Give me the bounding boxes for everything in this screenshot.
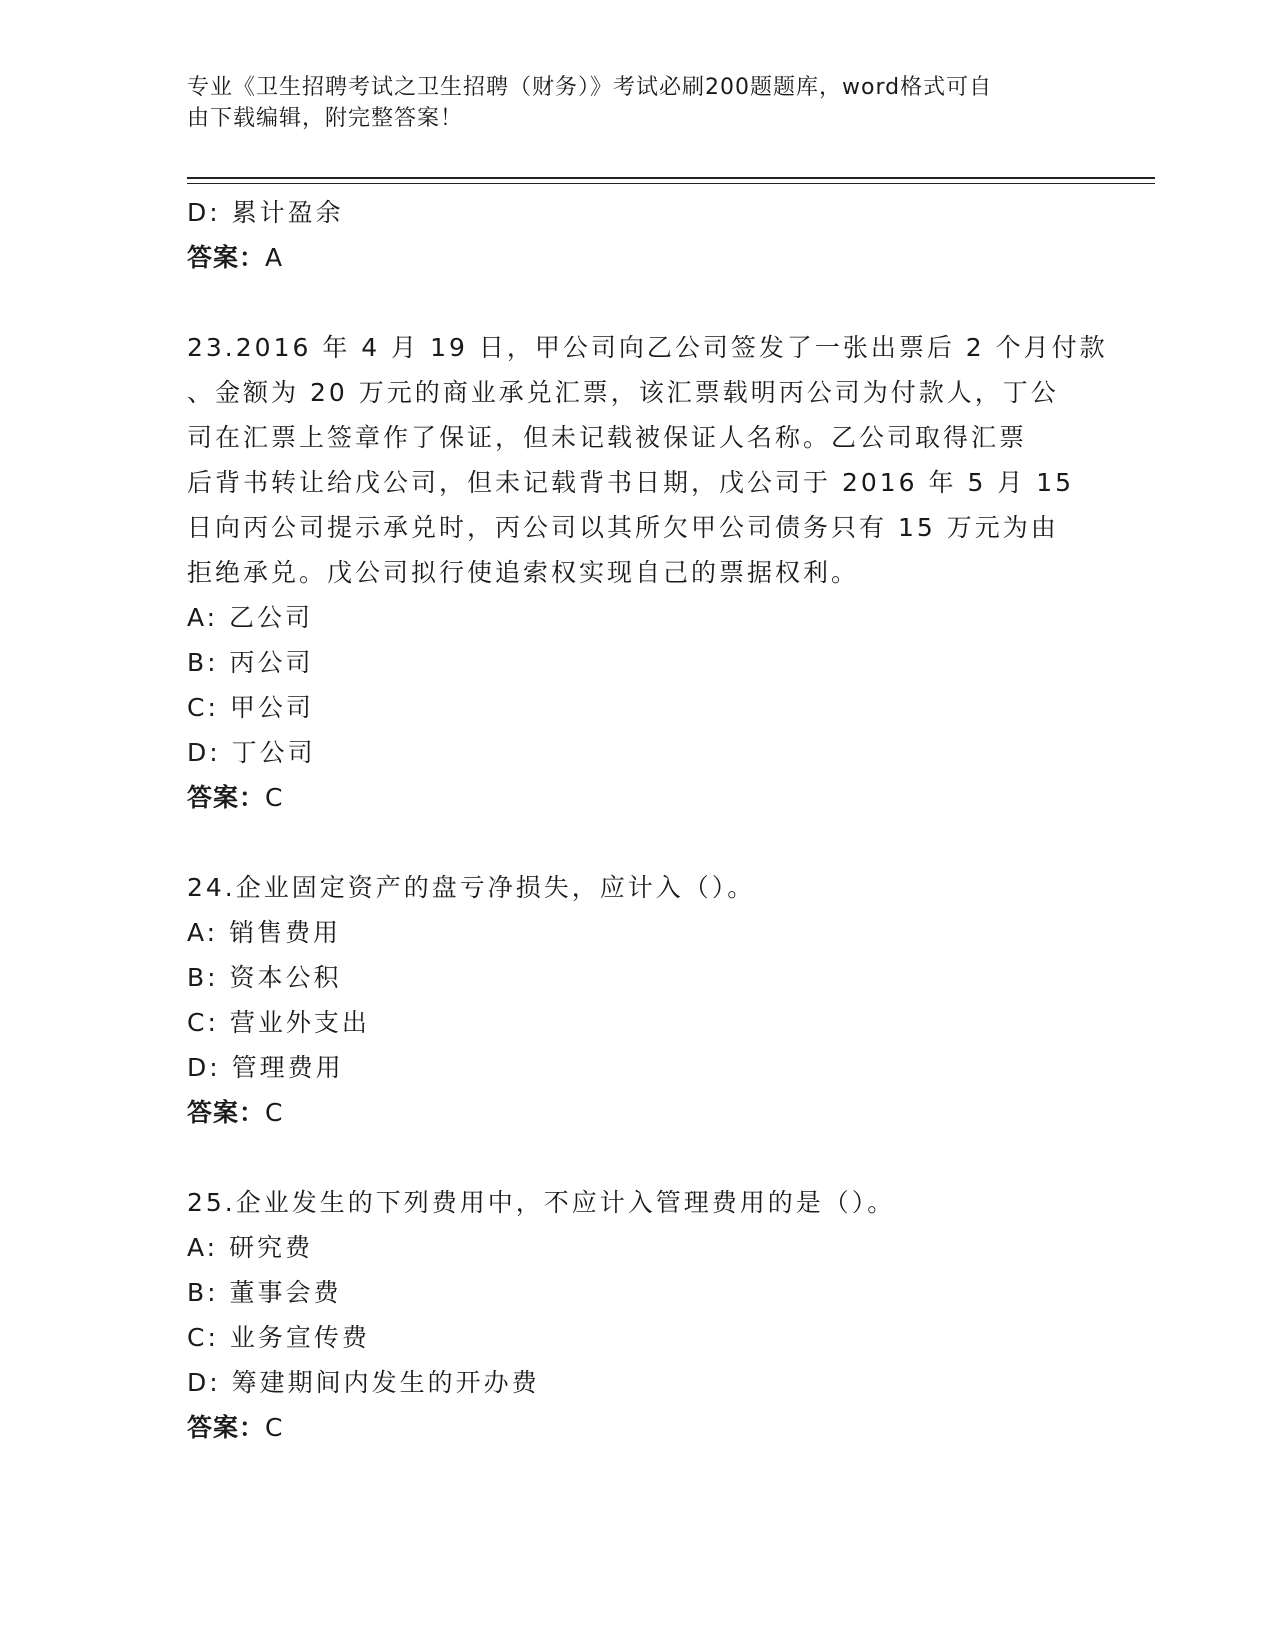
question-24 <box>187 865 1087 1135</box>
option-d: D: 筹建期间内发生的开办费 <box>187 1368 540 1397</box>
question-content <box>187 190 1108 1450</box>
question-stem-line: 后背书转让给戊公司，但未记载背书日期，戊公司于 2016 年 5 月 15 <box>187 468 1075 497</box>
option-c: C: 业务宣传费 <box>187 1323 370 1352</box>
question-stem-line: 、金额为 20 万元的商业承兑汇票，该汇票载明丙公司为付款人，丁公 <box>187 378 1059 407</box>
option-c: C: 甲公司 <box>187 693 314 722</box>
spacer <box>187 820 1087 865</box>
option-a: A: 研究费 <box>187 1233 314 1262</box>
question-stem-line: 日向丙公司提示承兑时，丙公司以其所欠甲公司债务只有 15 万元为由 <box>187 513 1059 542</box>
answer <box>187 1090 1087 1135</box>
option-d: D: 管理费用 <box>187 1053 344 1082</box>
spacer <box>187 280 1087 325</box>
question-stem: 25.企业发生的下列费用中，不应计入管理费用的是（）。 <box>187 1188 896 1217</box>
header-divider-thick <box>187 177 1155 179</box>
option-b: B: 丙公司 <box>187 648 314 677</box>
header-divider-thin <box>187 183 1155 184</box>
question-stem-line: 司在汇票上签章作了保证，但未记载被保证人名称。乙公司取得汇票 <box>187 423 1028 452</box>
question-stem: 24.企业固定资产的盘亏净损失，应计入（）。 <box>187 873 756 902</box>
option-d: D: 丁公司 <box>187 738 316 767</box>
question-25 <box>187 1180 1087 1450</box>
option-a: A: 销售费用 <box>187 918 342 947</box>
answer-value: C <box>265 1413 284 1442</box>
prev-option-d: D: 累计盈余 <box>187 198 344 227</box>
spacer <box>187 1135 1087 1180</box>
answer <box>187 775 1087 820</box>
question-23 <box>187 325 1108 820</box>
question-stem-line: 23.2016 年 4 月 19 日，甲公司向乙公司签发了一张出票后 2 个月付款 <box>187 333 1108 362</box>
question-stem-line: 拒绝承兑。戊公司拟行使追索权实现自己的票据权利。 <box>187 558 860 587</box>
answer-label: 答案： <box>187 783 266 812</box>
option-b: B: 资本公积 <box>187 963 342 992</box>
prev-answer <box>187 235 1087 280</box>
answer-value: C <box>265 783 284 812</box>
header-line-2: 由下载编辑，附完整答案！ <box>187 106 464 131</box>
answer <box>187 1405 1087 1450</box>
header-line-1: 专业《卫生招聘考试之卫生招聘（财务）》考试必刷200题题库，word格式可自 <box>187 75 993 100</box>
option-c: C: 营业外支出 <box>187 1008 370 1037</box>
answer-label: 答案： <box>187 1413 266 1442</box>
document-header <box>187 72 1067 134</box>
answer-label: 答案： <box>187 243 266 272</box>
answer-label: 答案： <box>187 1098 266 1127</box>
answer-value: C <box>265 1098 284 1127</box>
option-b: B: 董事会费 <box>187 1278 342 1307</box>
answer-value: A <box>265 243 284 272</box>
option-a: A: 乙公司 <box>187 603 314 632</box>
